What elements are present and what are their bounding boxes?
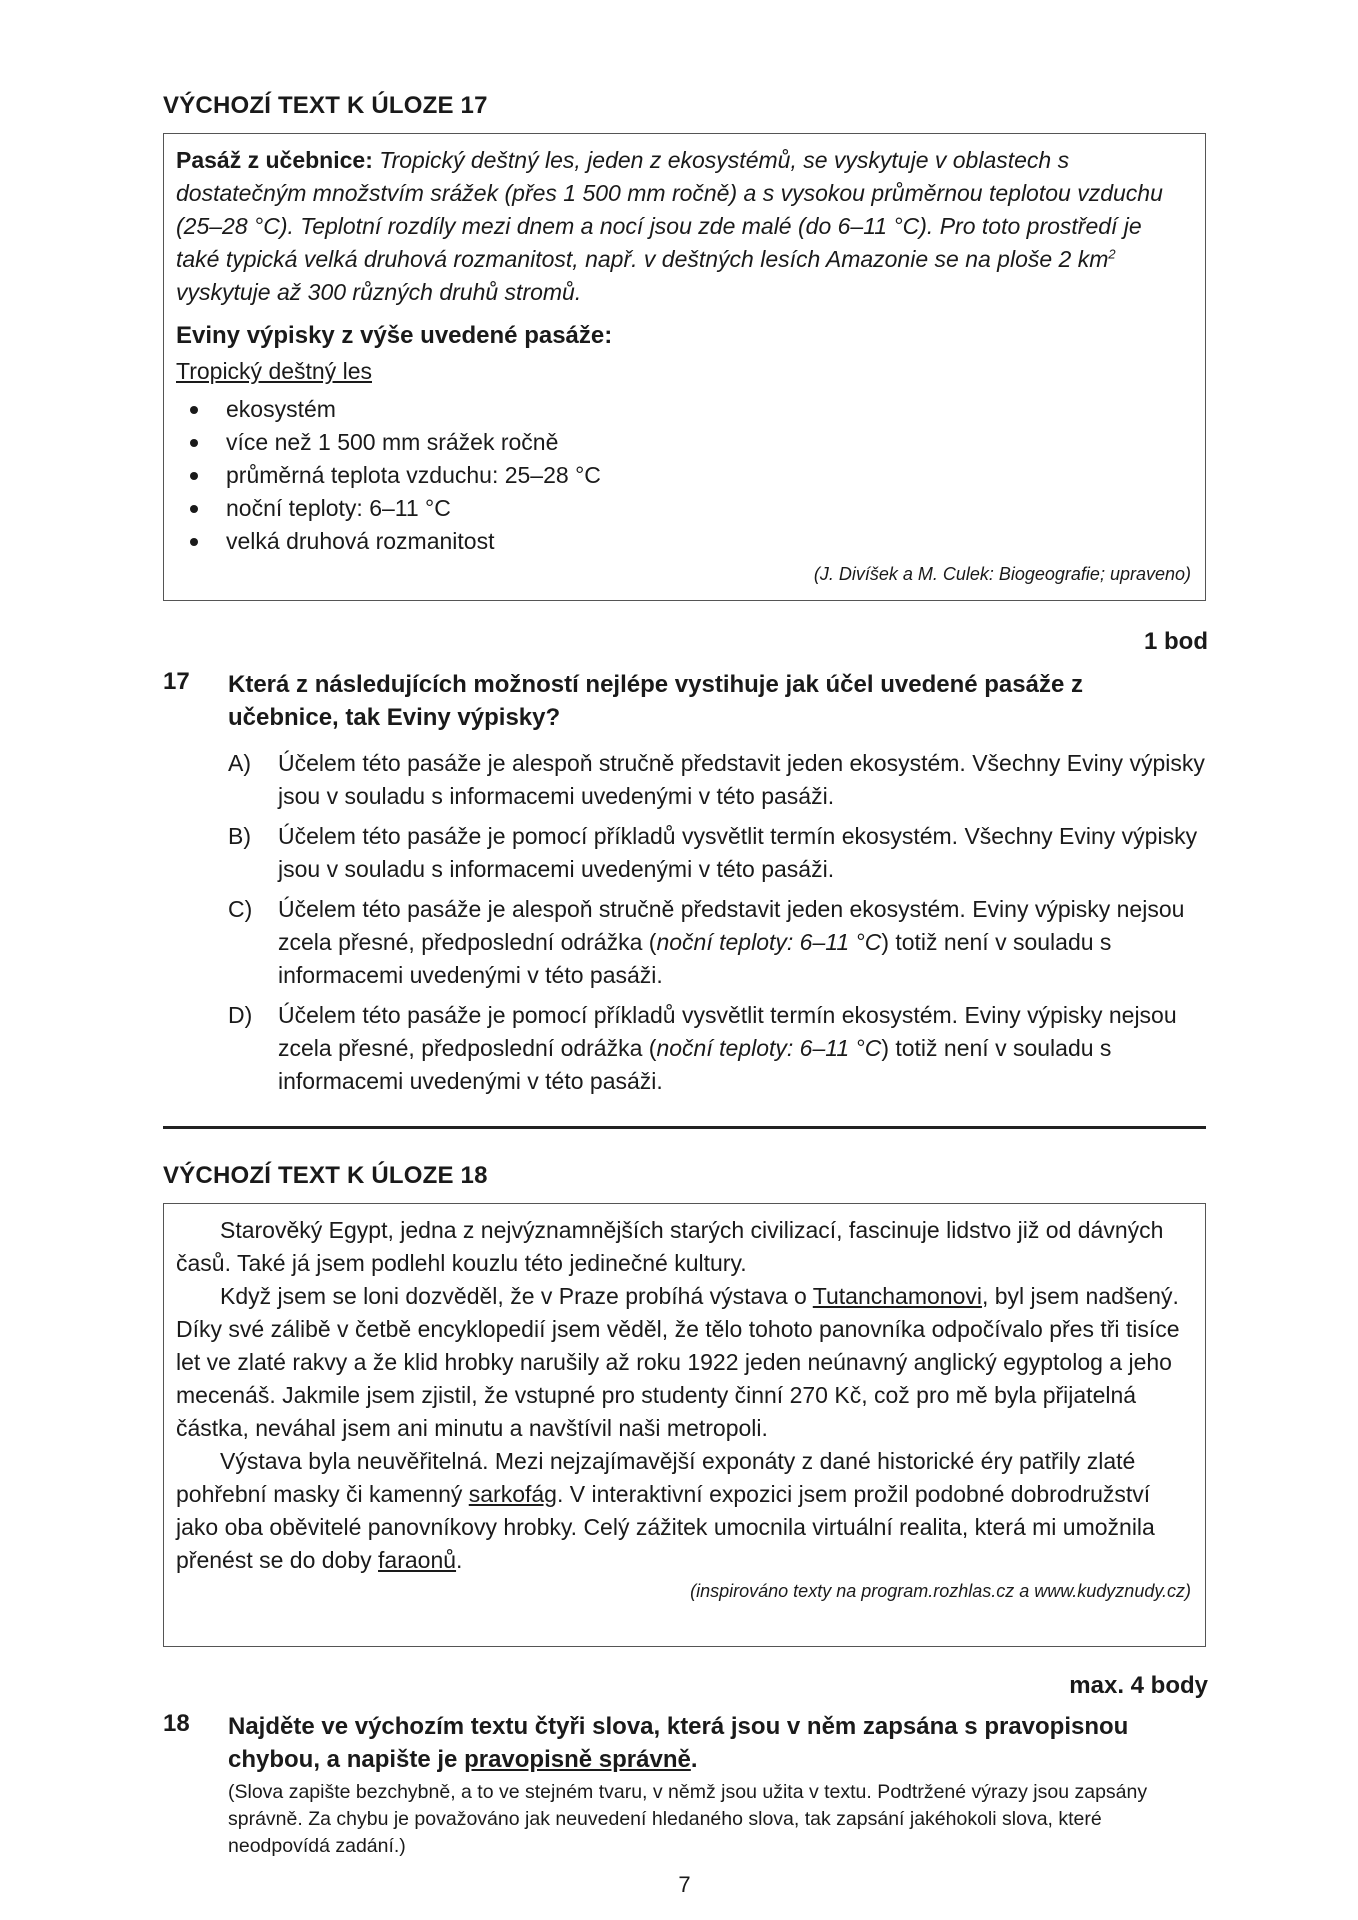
section-17-heading: VÝCHOZÍ TEXT K ÚLOZE 17 [163, 92, 488, 119]
option-text: Účelem této pasáže je alespoň stručně představit jeden ekosystém. Všechny Eviny výpisky jsou v souladu s informacemi uvedenými v této pasáži. [278, 750, 1205, 809]
list-item: průměrná teplota vzduchu: 25–28 °C [176, 459, 1193, 492]
source-citation: (inspirováno texty na program.rozhlas.cz a www.kudyznudy.cz) [690, 1581, 1191, 1601]
option-b[interactable] [228, 820, 1208, 886]
section-divider [163, 1126, 1206, 1129]
notes-heading: Eviny výpisky z výše uvedené pasáže: [176, 322, 613, 349]
text-part: Když jsem se loni dozvěděl, že v Praze probíhá výstava o [220, 1283, 813, 1309]
paragraph: Starověký Egypt, jedna z nejvýznamnějších starých civilizací, fascinuje lidstvo již od dávných časů. Také já jsem podlehl kouzlu této jedinečné kultury. [176, 1217, 1164, 1276]
list-item: ekosystém [176, 393, 1193, 426]
question-number: 17 [163, 668, 190, 695]
option-text-part: Účelem této pasáže je alespoň stručně představit jeden ekosystém. Eviny výpisky nejsou zcela přesné, předposlední odrážka ( [278, 896, 1185, 955]
option-text-italic: noční teploty: 6–11 °C [656, 929, 882, 955]
text-part: . [456, 1547, 463, 1573]
list-item: noční teploty: 6–11 °C [176, 492, 1193, 525]
text-part: Výstava byla neuvěřitelná. Mezi nejzajímavější exponáty z dané historické éry patřily zlaté pohřební masky či kamenný [176, 1448, 1136, 1507]
paragraph [176, 1280, 1191, 1445]
page-number: 7 [678, 1872, 691, 1897]
question-number: 18 [163, 1710, 190, 1737]
option-letter: B) [228, 823, 251, 849]
option-c[interactable] [228, 893, 1208, 992]
option-text-part: Účelem této pasáže je pomocí příkladů vysvětlit termín ekosystém. Eviny výpisky nejsou zcela přesné, předposlední odrážka ( [278, 1002, 1177, 1061]
underlined-word: sarkofág [468, 1481, 557, 1507]
option-text: Účelem této pasáže je pomocí příkladů vysvětlit termín ekosystém. Všechny Eviny výpisky jsou v souladu s informacemi uvedenými v této pasáži. [278, 823, 1198, 882]
list-item: více než 1 500 mm srážek ročně [176, 426, 1193, 459]
passage [176, 144, 1193, 309]
paragraph [176, 1445, 1191, 1577]
section-18-heading: VÝCHOZÍ TEXT K ÚLOZE 18 [163, 1162, 488, 1189]
question-text-part: . [690, 1746, 698, 1773]
points-label: 1 bod [1144, 628, 1208, 655]
underlined-word: Tutanchamonovi [812, 1283, 982, 1309]
passage-superscript: 2 [1108, 246, 1116, 262]
section-18-box [163, 1203, 1206, 1647]
passage-text: Tropický deštný les, jeden z ekosystémů, se vyskytuje v oblastech s dostatečným množstvím srážek (přes 1 500 mm ročně) a s vysokou průměrnou teplotou vzduchu (25–28 °C). Teplotní rozdíly mezi dnem a nocí jsou zde malé (do 6–11 °C). Pro toto prostředí je také typická velká druhová rozmanitost, např. v deštných lesích Amazonie se na ploše 2 km [176, 147, 1163, 272]
question-text-underlined: pravopisně správně [464, 1746, 691, 1773]
list-item: velká druhová rozmanitost [176, 525, 1193, 558]
underlined-word: faraonů [378, 1547, 457, 1573]
option-text-part: ) totiž není v souladu s informacemi uvedenými v této pasáži. [278, 929, 1112, 988]
question-text: Která z následujících možností nejlépe vystihuje jak účel uvedené pasáže z učebnice, tak Eviny výpisky? [228, 671, 1083, 731]
option-letter: C) [228, 896, 253, 922]
instructions-note: (Slova zapište bezchybně, a to ve stejném tvaru, v němž jsou užita v textu. Podtržené výrazy jsou zapsány správně. Za chybu je považováno jak neuvedení hledaného slova, tak zapsání jakéhokoli slova, které neodpovídá zadání.) [228, 1781, 1148, 1857]
source-citation: (J. Divíšek a M. Culek: Biogeografie; upraveno) [813, 564, 1191, 584]
option-letter: A) [228, 750, 251, 776]
option-text [278, 999, 1208, 1098]
question-text [228, 1710, 1188, 1776]
option-a[interactable] [228, 747, 1208, 813]
question-text-part: Najděte ve výchozím textu čtyři slova, která jsou v něm zapsána s pravopisnou chybou, a napište je [228, 1713, 1129, 1773]
text-part: . V interaktivní expozici jsem prožil podobné dobrodružství jako oba oběvitelé panovníkovy hrobky. Celý zážitek umocnila virtuální realita, která mi umožnila přenést se do doby [176, 1481, 1155, 1573]
notes-title: Tropický deštný les [176, 358, 372, 384]
option-d[interactable] [228, 999, 1208, 1098]
option-text-part: ) totiž není v souladu s informacemi uvedenými v této pasáži. [278, 1035, 1112, 1094]
option-letter: D) [228, 1002, 253, 1028]
notes-list [176, 393, 1193, 558]
option-text-italic: noční teploty: 6–11 °C [656, 1035, 882, 1061]
text-part: , byl jsem nadšený. Díky své zálibě v četbě encyklopedií jsem věděl, že tělo tohoto panovníka odpočívalo přes tři tisíce let ve zlaté rakvy a že klid hrobky narušily až roku 1922 jeden neúnavný anglický egyptolog a jeho mecenáš. Jakmile jsem zjistil, že vstupné pro studenty činní 270 Kč, což pro mě byla přijatelná částka, neváhal jsem ani minutu a navštívil naši metropoli. [176, 1283, 1180, 1441]
passage-label: Pasáž z učebnice: [176, 147, 373, 173]
section-17-box [163, 133, 1206, 601]
passage-text-end: vyskytuje až 300 různých druhů stromů. [176, 279, 582, 305]
option-text [278, 893, 1208, 992]
points-label: max. 4 body [1069, 1672, 1208, 1699]
